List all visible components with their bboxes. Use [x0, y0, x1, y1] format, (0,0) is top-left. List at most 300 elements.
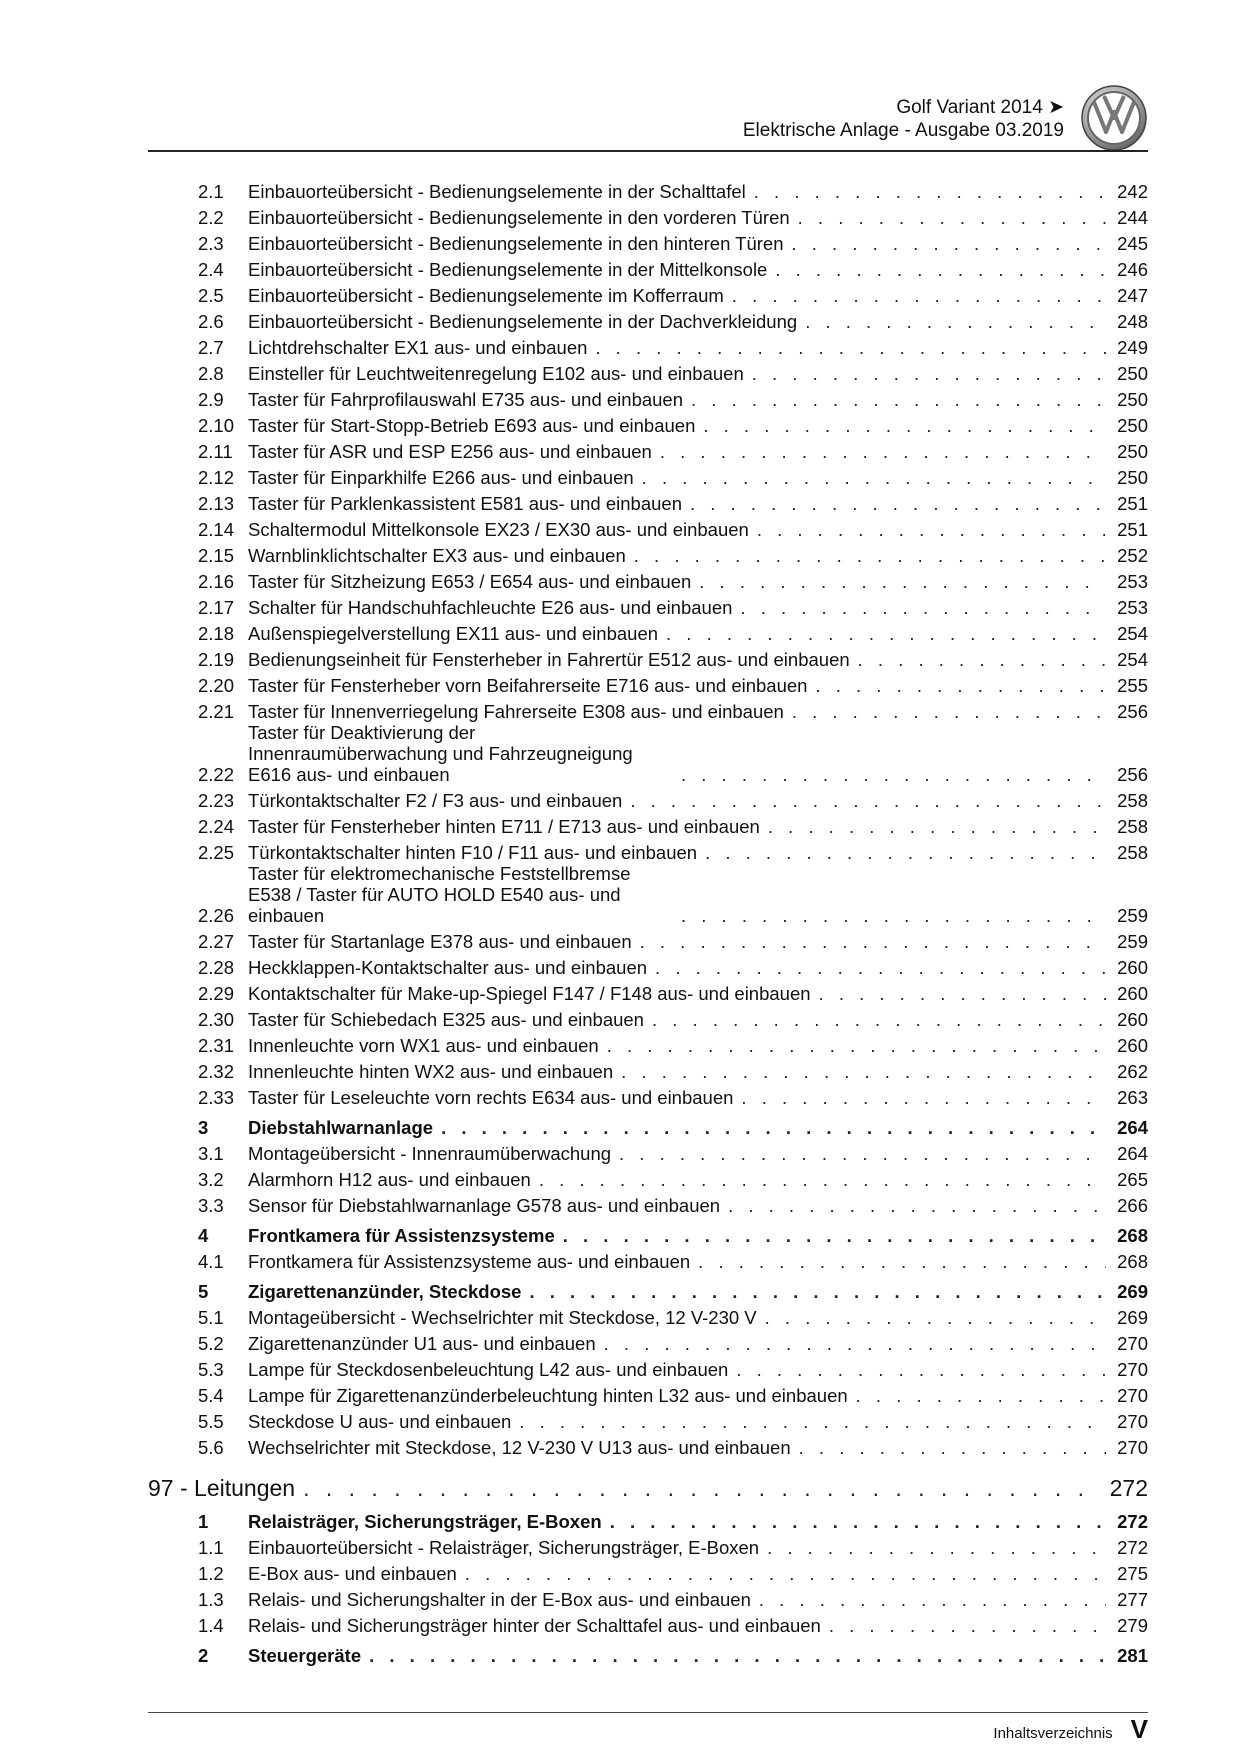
- toc-leader: [640, 931, 1106, 952]
- toc-page: 242: [1117, 181, 1148, 202]
- toc-number: 5.1: [198, 1307, 224, 1328]
- toc-title: Einbauorteübersicht - Bedienungselemente in der Schalttafel: [248, 181, 746, 202]
- toc-title-wrap: [248, 441, 1110, 462]
- toc-entry[interactable]: [148, 1532, 1148, 1558]
- toc-title-wrap: [248, 931, 1110, 952]
- toc-number: 2.28: [198, 957, 235, 978]
- toc-page: 249: [1117, 337, 1148, 358]
- toc-title: Taster für Start-Stopp-Betrieb E693 aus- und einbauen: [248, 415, 696, 436]
- toc-page: 250: [1117, 363, 1148, 384]
- toc-title: Relaisträger, Sicherungsträger, E-Boxen: [248, 1511, 602, 1532]
- toc-number: 2.18: [198, 623, 235, 644]
- toc-number: 2.27: [198, 931, 235, 952]
- toc-number: 1: [198, 1511, 209, 1532]
- toc-title: E-Box aus- und einbauen: [248, 1563, 457, 1584]
- toc-leader: [681, 905, 1106, 926]
- toc-leader: [805, 311, 1106, 332]
- toc-title-wrap: [248, 259, 1110, 280]
- toc-number: 2.31: [198, 1035, 235, 1056]
- toc-leader: [792, 233, 1107, 254]
- toc-number: 2.17: [198, 597, 235, 618]
- toc-page: 264: [1117, 1117, 1148, 1138]
- toc-leader: [698, 1251, 1106, 1272]
- toc-title-wrap: [248, 816, 1110, 837]
- toc-title: Einbauorteübersicht - Bedienungselemente in den hinteren Türen: [248, 233, 784, 254]
- toc-title-wrap: [248, 1195, 1110, 1216]
- toc-page: 270: [1117, 1411, 1148, 1432]
- toc-entry[interactable]: [148, 670, 1148, 696]
- toc-page: 269: [1117, 1307, 1148, 1328]
- header-text: [743, 96, 1064, 142]
- toc-page: 266: [1117, 1195, 1148, 1216]
- toc-page: 254: [1117, 623, 1148, 644]
- toc-section[interactable]: [148, 1112, 1148, 1138]
- toc-leader: [858, 649, 1106, 670]
- toc-title-wrap: [248, 1307, 1110, 1328]
- toc-entry[interactable]: [148, 1138, 1148, 1164]
- toc-page: 250: [1117, 467, 1148, 488]
- toc-leader: [732, 285, 1106, 306]
- toc-number: 2.3: [198, 233, 224, 254]
- toc-number: 3.3: [198, 1195, 224, 1216]
- toc-page: 272: [1117, 1537, 1148, 1558]
- toc-entry[interactable]: [148, 1406, 1148, 1432]
- header-edition: Elektrische Anlage - Ausgabe 03.2019: [742, 120, 1064, 141]
- toc-page: 270: [1117, 1437, 1148, 1458]
- toc-title-wrap: [248, 1251, 1110, 1272]
- toc-title-wrap: [248, 957, 1110, 978]
- toc-title: Taster für elektromechanische Feststellbremse E538 / Taster für AUTO HOLD E540 aus- und einbauen: [248, 863, 631, 926]
- toc-title: Taster für Sitzheizung E653 / E654 aus- und einbauen: [248, 571, 692, 592]
- toc-title-wrap: [248, 493, 1110, 514]
- toc-page: 256: [1117, 701, 1148, 722]
- toc-page: 275: [1117, 1563, 1148, 1584]
- toc-leader: [754, 181, 1106, 202]
- toc-entry[interactable]: [148, 1558, 1148, 1584]
- toc-entry[interactable]: [148, 785, 1148, 811]
- toc-title: Taster für Fensterheber vorn Beifahrerseite E716 aus- und einbauen: [248, 675, 808, 696]
- toc-entry[interactable]: [148, 952, 1148, 978]
- page-footer: [993, 1714, 1148, 1745]
- toc-title: Lampe für Steckdosenbeleuchtung L42 aus- und einbauen: [248, 1359, 729, 1380]
- toc-title: Türkontaktschalter hinten F10 / F11 aus- und einbauen: [248, 842, 698, 863]
- toc-title: Bedienungseinheit für Fensterheber in Fahrertür E512 aus- und einbauen: [248, 649, 850, 670]
- toc-title: Einbauorteübersicht - Bedienungselemente in der Dachverkleidung: [248, 311, 798, 332]
- toc-title: Wechselrichter mit Steckdose, 12 V-230 V U13 aus- und einbauen: [248, 1437, 791, 1458]
- toc-title-wrap: [248, 649, 1110, 670]
- toc-number: 2.15: [198, 545, 235, 566]
- toc-leader: [619, 1143, 1106, 1164]
- toc-number: 5.4: [198, 1385, 224, 1406]
- toc-page: 248: [1117, 311, 1148, 332]
- toc-leader: [799, 1437, 1106, 1458]
- toc-entry[interactable]: [148, 332, 1148, 358]
- toc-title-wrap: [248, 1117, 1110, 1138]
- toc-entry[interactable]: [148, 1030, 1148, 1056]
- toc-number: 2.10: [198, 415, 235, 436]
- toc-entry[interactable]: [148, 228, 1148, 254]
- toc-title: Einbauorteübersicht - Bedienungselemente in der Mittelkonsole: [248, 259, 768, 280]
- toc-entry[interactable]: [148, 1584, 1148, 1610]
- toc-number: 2.26: [198, 905, 235, 926]
- toc-title: Taster für Deaktivierung der Innenraumüberwachung und Fahrzeugneigung E616 aus- und einbauen: [248, 722, 633, 785]
- toc-title-wrap: [248, 1589, 1110, 1610]
- toc-entry[interactable]: [148, 1380, 1148, 1406]
- toc-title: Montageübersicht - Innenraumüberwachung: [248, 1143, 612, 1164]
- toc-title: Warnblinklichtschalter EX3 aus- und einbauen: [248, 545, 626, 566]
- toc-title: Diebstahlwarnanlage: [248, 1117, 434, 1138]
- toc-entry[interactable]: [148, 863, 1148, 926]
- toc-entry[interactable]: [148, 436, 1148, 462]
- toc-leader: [759, 1589, 1106, 1610]
- toc-number: 2.7: [198, 337, 224, 358]
- toc-number: 5.2: [198, 1333, 224, 1354]
- toc-title-wrap: [248, 1645, 1110, 1666]
- toc-title-wrap: [248, 1437, 1110, 1458]
- toc-title-wrap: [248, 1009, 1110, 1030]
- toc-number: 5.6: [198, 1437, 224, 1458]
- toc-number: 2.9: [198, 389, 224, 410]
- toc-leader: [666, 623, 1106, 644]
- toc-page: 265: [1117, 1169, 1148, 1190]
- toc-leader: [699, 571, 1106, 592]
- toc-leader: [519, 1411, 1106, 1432]
- toc-entry[interactable]: [148, 1190, 1148, 1216]
- toc-chapter[interactable]: [148, 1468, 1148, 1502]
- toc-leader: [703, 415, 1106, 436]
- toc-section[interactable]: [148, 1640, 1148, 1666]
- toc-title-wrap: [248, 1143, 1110, 1164]
- toc-number: 2.22: [198, 764, 235, 785]
- toc-title-wrap: [248, 1411, 1110, 1432]
- toc-entry[interactable]: [148, 837, 1148, 863]
- toc-entry[interactable]: [148, 1328, 1148, 1354]
- toc-title-wrap: [248, 1511, 1110, 1532]
- toc-number: 5.3: [198, 1359, 224, 1380]
- toc-leader: [757, 519, 1106, 540]
- toc-entry[interactable]: [148, 306, 1148, 332]
- toc-title: Schaltermodul Mittelkonsole EX23 / EX30 aus- und einbauen: [248, 519, 749, 540]
- toc-number: 5: [198, 1281, 209, 1302]
- toc-title-wrap: [248, 389, 1110, 410]
- toc-page: 244: [1117, 207, 1148, 228]
- toc-title-wrap: [248, 1333, 1110, 1354]
- toc-entry[interactable]: [148, 1056, 1148, 1082]
- toc-entry[interactable]: [148, 978, 1148, 1004]
- toc-title-wrap: [248, 863, 1110, 926]
- toc-section[interactable]: [148, 1220, 1148, 1246]
- toc-leader: [642, 467, 1106, 488]
- toc-number: 2.16: [198, 571, 235, 592]
- header-model: Golf Variant 2014 ➤: [896, 97, 1064, 118]
- toc-number: 2.29: [198, 983, 235, 1004]
- toc-title-wrap: [248, 1169, 1110, 1190]
- toc-page: 252: [1117, 545, 1148, 566]
- toc-page: 258: [1117, 790, 1148, 811]
- toc-leader: [741, 1087, 1106, 1108]
- toc-number: 4.1: [198, 1251, 224, 1272]
- toc-entry[interactable]: [148, 462, 1148, 488]
- toc-number: 1.4: [198, 1615, 224, 1636]
- toc-entry[interactable]: [148, 618, 1148, 644]
- toc-number: 2.20: [198, 675, 235, 696]
- toc-entry[interactable]: [148, 644, 1148, 670]
- toc-number: 3.2: [198, 1169, 224, 1190]
- toc-leader: [604, 1333, 1106, 1354]
- toc-entry[interactable]: [148, 254, 1148, 280]
- toc-title-wrap: [248, 1359, 1110, 1380]
- toc-title-wrap: [248, 285, 1110, 306]
- toc-number: 2.25: [198, 842, 235, 863]
- toc-number: 2.23: [198, 790, 235, 811]
- toc-title: Steckdose U aus- und einbauen: [248, 1411, 512, 1432]
- toc-title: Kontaktschalter für Make-up-Spiegel F147 / F148 aus- und einbauen: [248, 983, 811, 1004]
- toc-leader: [610, 1511, 1106, 1532]
- toc-title-wrap: [248, 415, 1110, 436]
- toc-leader: [856, 1385, 1106, 1406]
- toc-title: Innenleuchte vorn WX1 aus- und einbauen: [248, 1035, 599, 1056]
- toc-page: 268: [1117, 1251, 1148, 1272]
- toc-entry[interactable]: [148, 696, 1148, 722]
- toc-title-wrap: [248, 233, 1110, 254]
- toc-title-wrap: [248, 1385, 1110, 1406]
- toc-title: Schalter für Handschuhfachleuchte E26 aus- und einbauen: [248, 597, 733, 618]
- toc-number: 5.5: [198, 1411, 224, 1432]
- toc-title-wrap: [148, 1474, 1104, 1502]
- toc-title-wrap: [248, 1035, 1110, 1056]
- toc-page: 281: [1117, 1645, 1148, 1666]
- toc-leader: [441, 1117, 1106, 1138]
- toc-title: Lampe für Zigarettenanzünderbeleuchtung hinten L32 aus- und einbauen: [248, 1385, 848, 1406]
- toc-title-wrap: [248, 842, 1110, 863]
- toc-leader: [369, 1645, 1106, 1666]
- toc-page: 260: [1117, 1035, 1148, 1056]
- toc-page: 263: [1117, 1087, 1148, 1108]
- toc-title: Montageübersicht - Wechselrichter mit Steckdose, 12 V-230 V: [248, 1307, 757, 1328]
- toc-title-wrap: [248, 571, 1110, 592]
- toc-number: 1.2: [198, 1563, 224, 1584]
- toc-leader: [630, 790, 1106, 811]
- toc-leader: [563, 1225, 1106, 1246]
- toc-leader: [681, 764, 1106, 785]
- toc-leader: [752, 363, 1106, 384]
- toc-page: 270: [1117, 1359, 1148, 1380]
- toc-page: 277: [1117, 1589, 1148, 1610]
- page-header: [148, 96, 1148, 152]
- toc-title: Einbauorteübersicht - Relaisträger, Sicherungsträger, E-Boxen: [248, 1537, 760, 1558]
- toc-number: 1.3: [198, 1589, 224, 1610]
- toc-page: 250: [1117, 441, 1148, 462]
- toc-title-wrap: [248, 363, 1110, 384]
- toc-number: 2.24: [198, 816, 235, 837]
- toc-page: 251: [1117, 519, 1148, 540]
- toc-number: 1.1: [198, 1537, 224, 1558]
- toc-number: 2.21: [198, 701, 235, 722]
- toc-page: 258: [1117, 842, 1148, 863]
- toc-leader: [792, 701, 1106, 722]
- toc-leader: [691, 389, 1106, 410]
- toc-leader: [765, 1307, 1106, 1328]
- toc-number: 2.33: [198, 1087, 235, 1108]
- toc-entry[interactable]: [148, 926, 1148, 952]
- toc-leader: [607, 1035, 1106, 1056]
- toc-entry[interactable]: [148, 202, 1148, 228]
- toc-title-wrap: [248, 1061, 1110, 1082]
- toc-title-wrap: [248, 337, 1110, 358]
- toc-section[interactable]: [148, 1506, 1148, 1532]
- toc-number: 2.6: [198, 311, 224, 332]
- toc-entry[interactable]: [148, 811, 1148, 837]
- toc-leader: [829, 1615, 1106, 1636]
- toc-title-wrap: [248, 675, 1110, 696]
- toc-title: Einbauorteübersicht - Bedienungselemente im Kofferraum: [248, 285, 724, 306]
- toc-number: 2.30: [198, 1009, 235, 1030]
- toc-entry[interactable]: [148, 1354, 1148, 1380]
- toc-title: 97 - Leitungen: [148, 1475, 296, 1501]
- toc-leader: [595, 337, 1106, 358]
- toc-leader: [465, 1563, 1106, 1584]
- toc-number: 3.1: [198, 1143, 224, 1164]
- toc-title-wrap: [248, 1563, 1110, 1584]
- toc-page: 247: [1117, 285, 1148, 306]
- toc-title-wrap: [248, 207, 1110, 228]
- table-of-contents: [148, 176, 1148, 1666]
- toc-entry[interactable]: [148, 410, 1148, 436]
- toc-title: Zigarettenanzünder U1 aus- und einbauen: [248, 1333, 596, 1354]
- toc-title-wrap: [248, 1537, 1110, 1558]
- toc-entry[interactable]: [148, 722, 1148, 785]
- toc-entry[interactable]: [148, 1004, 1148, 1030]
- header-rule: [148, 150, 1148, 152]
- toc-leader: [705, 842, 1106, 863]
- toc-title: Alarmhorn H12 aus- und einbauen: [248, 1169, 531, 1190]
- toc-title: Taster für Startanlage E378 aus- und einbauen: [248, 931, 632, 952]
- vw-logo-icon: [1080, 84, 1148, 152]
- toc-leader: [775, 259, 1106, 280]
- toc-title: Einsteller für Leuchtweitenregelung E102 aus- und einbauen: [248, 363, 744, 384]
- toc-page: 270: [1117, 1385, 1148, 1406]
- toc-title: Taster für Innenverriegelung Fahrerseite E308 aus- und einbauen: [248, 701, 784, 722]
- toc-section[interactable]: [148, 1276, 1148, 1302]
- toc-title: Taster für Leseleuchte vorn rechts E634 aus- und einbauen: [248, 1087, 734, 1108]
- toc-title: Taster für Schiebedach E325 aus- und einbauen: [248, 1009, 644, 1030]
- toc-number: 2.5: [198, 285, 224, 306]
- toc-page: 260: [1117, 1009, 1148, 1030]
- toc-entry[interactable]: [148, 384, 1148, 410]
- toc-title: Lichtdrehschalter EX1 aus- und einbauen: [248, 337, 588, 358]
- toc-entry[interactable]: [148, 1432, 1148, 1458]
- toc-page: 246: [1117, 259, 1148, 280]
- toc-number: 2.32: [198, 1061, 235, 1082]
- toc-title-wrap: [248, 790, 1110, 811]
- toc-page: 269: [1117, 1281, 1148, 1302]
- toc-title-wrap: [248, 1225, 1110, 1246]
- toc-title: Einbauorteübersicht - Bedienungselemente in den vorderen Türen: [248, 207, 790, 228]
- toc-title: Frontkamera für Assistenzsysteme: [248, 1225, 555, 1246]
- toc-leader: [529, 1281, 1106, 1302]
- toc-number: 2.14: [198, 519, 235, 540]
- toc-entry[interactable]: [148, 358, 1148, 384]
- toc-title-wrap: [248, 181, 1110, 202]
- toc-leader: [768, 816, 1106, 837]
- toc-entry[interactable]: [148, 1082, 1148, 1108]
- toc-entry[interactable]: [148, 514, 1148, 540]
- toc-entry[interactable]: [148, 1610, 1148, 1636]
- toc-title-wrap: [248, 623, 1110, 644]
- toc-number: 2.2: [198, 207, 224, 228]
- toc-number: 2.4: [198, 259, 224, 280]
- toc-page: 260: [1117, 983, 1148, 1004]
- toc-page: 264: [1117, 1143, 1148, 1164]
- toc-leader: [740, 597, 1106, 618]
- toc-entry[interactable]: [148, 488, 1148, 514]
- footer-label: Inhaltsverzeichnis: [993, 1725, 1113, 1742]
- toc-entry[interactable]: [148, 592, 1148, 618]
- toc-title-wrap: [248, 701, 1110, 722]
- toc-number: 4: [198, 1225, 209, 1246]
- toc-leader: [767, 1537, 1106, 1558]
- toc-title: Taster für Fahrprofilauswahl E735 aus- und einbauen: [248, 389, 684, 410]
- toc-leader: [815, 675, 1106, 696]
- footer-rule: [148, 1712, 1148, 1713]
- toc-page: 258: [1117, 816, 1148, 837]
- toc-title: Steuergeräte: [248, 1645, 362, 1666]
- toc-leader: [819, 983, 1106, 1004]
- toc-title: Frontkamera für Assistenzsysteme aus- und einbauen: [248, 1251, 691, 1272]
- toc-entry[interactable]: [148, 176, 1148, 202]
- toc-page: 253: [1117, 597, 1148, 618]
- toc-title: Relais- und Sicherungsträger hinter der Schalttafel aus- und einbauen: [248, 1615, 821, 1636]
- toc-page: 253: [1117, 571, 1148, 592]
- toc-entry[interactable]: [148, 1246, 1148, 1272]
- toc-entry[interactable]: [148, 1302, 1148, 1328]
- toc-entry[interactable]: [148, 540, 1148, 566]
- toc-page: 251: [1117, 493, 1148, 514]
- toc-title: Taster für Einparkhilfe E266 aus- und einbauen: [248, 467, 634, 488]
- toc-title: Sensor für Diebstahlwarnanlage G578 aus- und einbauen: [248, 1195, 721, 1216]
- toc-page: 245: [1117, 233, 1148, 254]
- toc-page: 270: [1117, 1333, 1148, 1354]
- toc-title-wrap: [248, 983, 1110, 1004]
- toc-leader: [736, 1359, 1106, 1380]
- toc-title: Innenleuchte hinten WX2 aus- und einbauen: [248, 1061, 614, 1082]
- toc-title-wrap: [248, 519, 1110, 540]
- toc-title-wrap: [248, 545, 1110, 566]
- toc-page: 254: [1117, 649, 1148, 670]
- toc-entry[interactable]: [148, 566, 1148, 592]
- toc-title: Zigarettenanzünder, Steckdose: [248, 1281, 522, 1302]
- toc-title-wrap: [248, 467, 1110, 488]
- toc-leader: [655, 957, 1106, 978]
- toc-entry[interactable]: [148, 280, 1148, 306]
- toc-title: Taster für Fensterheber hinten E711 / E713 aus- und einbauen: [248, 816, 760, 837]
- toc-number: 2.1: [198, 181, 224, 202]
- toc-title: Heckklappen-Kontaktschalter aus- und einbauen: [248, 957, 648, 978]
- toc-page: 272: [1117, 1511, 1148, 1532]
- toc-number: 2.12: [198, 467, 235, 488]
- toc-title-wrap: [248, 722, 1110, 785]
- toc-title: Relais- und Sicherungshalter in der E-Box aus- und einbauen: [248, 1589, 751, 1610]
- toc-entry[interactable]: [148, 1164, 1148, 1190]
- toc-leader: [798, 207, 1106, 228]
- toc-leader: [303, 1474, 1100, 1502]
- toc-title: Türkontaktschalter F2 / F3 aus- und einbauen: [248, 790, 623, 811]
- footer-page-number: V: [1130, 1714, 1148, 1744]
- toc-title: Taster für ASR und ESP E256 aus- und einbauen: [248, 441, 652, 462]
- toc-leader: [621, 1061, 1106, 1082]
- toc-page: 272: [1109, 1475, 1148, 1501]
- toc-title-wrap: [248, 597, 1110, 618]
